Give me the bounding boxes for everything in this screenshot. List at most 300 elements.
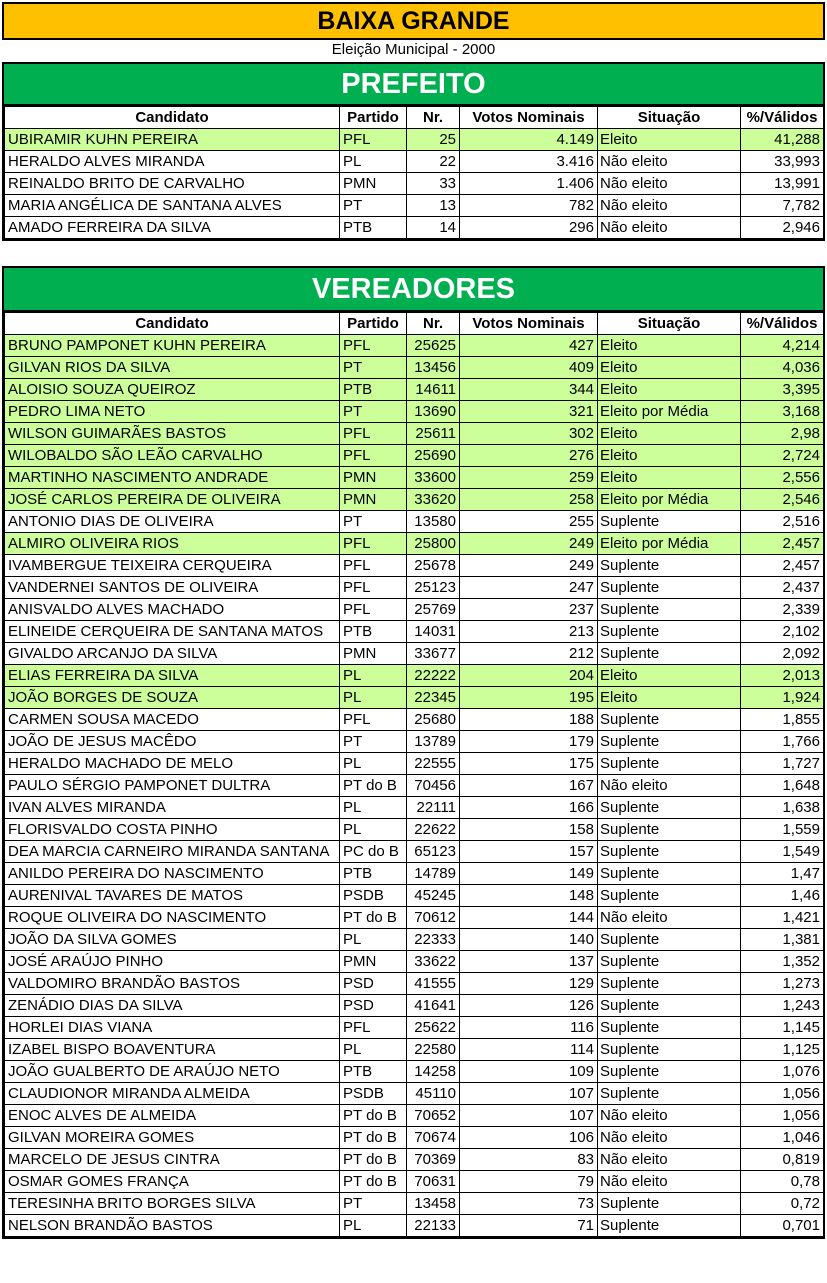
candidate-number: 14258 (407, 1061, 460, 1083)
status: Eleito por Média (598, 401, 741, 423)
status: Eleito (598, 335, 741, 357)
party: PSDB (340, 885, 407, 907)
table-row (5, 1105, 824, 1127)
table-row (5, 555, 824, 577)
party: PFL (340, 335, 407, 357)
votes: 3.416 (460, 151, 598, 173)
valid-pct: 2,339 (741, 599, 824, 621)
valid-pct: 2,457 (741, 533, 824, 555)
status: Não eleito (598, 195, 741, 217)
votes: 302 (460, 423, 598, 445)
candidate-number: 25611 (407, 423, 460, 445)
status: Suplente (598, 621, 741, 643)
table-row (5, 841, 824, 863)
vereadores-rows (5, 335, 824, 1237)
votes: 204 (460, 665, 598, 687)
candidate-number: 70612 (407, 907, 460, 929)
party: PT (340, 1193, 407, 1215)
table-row (5, 1127, 824, 1149)
candidate-name: PAULO SÉRGIO PAMPONET DULTRA (5, 775, 340, 797)
status: Suplente (598, 819, 741, 841)
prefeito-header: PREFEITO (4, 64, 823, 106)
party: PSD (340, 973, 407, 995)
votes: 249 (460, 555, 598, 577)
candidate-name: AMADO FERREIRA DA SILVA (5, 217, 340, 239)
table-row (5, 885, 824, 907)
table-header-row (5, 313, 824, 335)
candidate-number: 70631 (407, 1171, 460, 1193)
prefeito-table (4, 106, 824, 239)
table-row (5, 643, 824, 665)
party: PFL (340, 533, 407, 555)
vereadores-header: VEREADORES (4, 268, 823, 312)
status: Suplente (598, 511, 741, 533)
candidate-name: WILSON GUIMARÃES BASTOS (5, 423, 340, 445)
votes: 148 (460, 885, 598, 907)
valid-pct: 1,125 (741, 1039, 824, 1061)
candidate-number: 25680 (407, 709, 460, 731)
candidate-number: 13690 (407, 401, 460, 423)
candidate-number: 45110 (407, 1083, 460, 1105)
valid-pct: 2,092 (741, 643, 824, 665)
table-row (5, 973, 824, 995)
status: Suplente (598, 1083, 741, 1105)
candidate-number: 70456 (407, 775, 460, 797)
table-row (5, 357, 824, 379)
table-row (5, 129, 824, 151)
status: Suplente (598, 709, 741, 731)
party: PT do B (340, 1105, 407, 1127)
status: Não eleito (598, 907, 741, 929)
table-row (5, 379, 824, 401)
votes: 71 (460, 1215, 598, 1237)
col-header-votes: Votos Nominais (460, 313, 598, 335)
party: PTB (340, 863, 407, 885)
party: PT (340, 731, 407, 753)
table-row (5, 599, 824, 621)
candidate-name: REINALDO BRITO DE CARVALHO (5, 173, 340, 195)
table-row (5, 995, 824, 1017)
candidate-number: 70369 (407, 1149, 460, 1171)
table-row (5, 195, 824, 217)
table-row (5, 511, 824, 533)
status: Não eleito (598, 173, 741, 195)
candidate-number: 25 (407, 129, 460, 151)
status: Não eleito (598, 1127, 741, 1149)
candidate-name: ANTONIO DIAS DE OLIVEIRA (5, 511, 340, 533)
party: PC do B (340, 841, 407, 863)
table-row (5, 335, 824, 357)
table-row (5, 577, 824, 599)
status: Não eleito (598, 151, 741, 173)
table-row (5, 533, 824, 555)
votes: 276 (460, 445, 598, 467)
valid-pct: 2,457 (741, 555, 824, 577)
valid-pct: 1,243 (741, 995, 824, 1017)
status: Eleito (598, 357, 741, 379)
status: Suplente (598, 863, 741, 885)
party: PFL (340, 599, 407, 621)
candidate-number: 45245 (407, 885, 460, 907)
table-row (5, 489, 824, 511)
party: PFL (340, 129, 407, 151)
status: Suplente (598, 885, 741, 907)
status: Suplente (598, 929, 741, 951)
valid-pct: 1,47 (741, 863, 824, 885)
candidate-name: ALOISIO SOUZA QUEIROZ (5, 379, 340, 401)
table-row (5, 401, 824, 423)
table-row (5, 819, 824, 841)
candidate-number: 22580 (407, 1039, 460, 1061)
col-header-number: Nr. (407, 107, 460, 129)
status: Não eleito (598, 1149, 741, 1171)
votes: 409 (460, 357, 598, 379)
candidate-number: 70674 (407, 1127, 460, 1149)
candidate-number: 22222 (407, 665, 460, 687)
status: Suplente (598, 1039, 741, 1061)
table-row (5, 753, 824, 775)
party: PTB (340, 217, 407, 239)
votes: 321 (460, 401, 598, 423)
valid-pct: 1,056 (741, 1105, 824, 1127)
status: Suplente (598, 1017, 741, 1039)
table-row (5, 797, 824, 819)
votes: 179 (460, 731, 598, 753)
candidate-name: IZABEL BISPO BOAVENTURA (5, 1039, 340, 1061)
table-row (5, 731, 824, 753)
status: Suplente (598, 995, 741, 1017)
candidate-name: ALMIRO OLIVEIRA RIOS (5, 533, 340, 555)
col-header-number: Nr. (407, 313, 460, 335)
status: Eleito (598, 445, 741, 467)
status: Suplente (598, 731, 741, 753)
valid-pct: 1,273 (741, 973, 824, 995)
table-row (5, 467, 824, 489)
party: PL (340, 929, 407, 951)
valid-pct: 3,168 (741, 401, 824, 423)
table-row (5, 775, 824, 797)
table-row (5, 1171, 824, 1193)
votes: 107 (460, 1083, 598, 1105)
status: Suplente (598, 1193, 741, 1215)
candidate-name: ENOC ALVES DE ALMEIDA (5, 1105, 340, 1127)
candidate-name: HORLEI DIAS VIANA (5, 1017, 340, 1039)
candidate-name: MARCELO DE JESUS CINTRA (5, 1149, 340, 1171)
candidate-number: 25622 (407, 1017, 460, 1039)
valid-pct: 2,546 (741, 489, 824, 511)
valid-pct: 2,946 (741, 217, 824, 239)
candidate-number: 33677 (407, 643, 460, 665)
table-row (5, 1215, 824, 1237)
col-header-party: Partido (340, 313, 407, 335)
party: PTB (340, 379, 407, 401)
votes: 259 (460, 467, 598, 489)
valid-pct: 1,421 (741, 907, 824, 929)
candidate-number: 70652 (407, 1105, 460, 1127)
candidate-name: OSMAR GOMES FRANÇA (5, 1171, 340, 1193)
status: Suplente (598, 1215, 741, 1237)
party: PMN (340, 951, 407, 973)
candidate-number: 13580 (407, 511, 460, 533)
candidate-name: ANISVALDO ALVES MACHADO (5, 599, 340, 621)
votes: 83 (460, 1149, 598, 1171)
status: Suplente (598, 753, 741, 775)
votes: 175 (460, 753, 598, 775)
col-header-status: Situação (598, 107, 741, 129)
valid-pct: 1,076 (741, 1061, 824, 1083)
candidate-name: ELIAS FERREIRA DA SILVA (5, 665, 340, 687)
party: PFL (340, 423, 407, 445)
valid-pct: 3,395 (741, 379, 824, 401)
table-row (5, 907, 824, 929)
status: Não eleito (598, 217, 741, 239)
candidate-name: AURENIVAL TAVARES DE MATOS (5, 885, 340, 907)
candidate-number: 33622 (407, 951, 460, 973)
candidate-name: IVAMBERGUE TEIXEIRA CERQUEIRA (5, 555, 340, 577)
votes: 344 (460, 379, 598, 401)
status: Suplente (598, 555, 741, 577)
valid-pct: 1,046 (741, 1127, 824, 1149)
candidate-number: 22111 (407, 797, 460, 819)
candidate-name: GIVALDO ARCANJO DA SILVA (5, 643, 340, 665)
candidate-name: UBIRAMIR KUHN PEREIRA (5, 129, 340, 151)
candidate-name: PEDRO LIMA NETO (5, 401, 340, 423)
status: Suplente (598, 841, 741, 863)
valid-pct: 2,013 (741, 665, 824, 687)
candidate-number: 14611 (407, 379, 460, 401)
candidate-number: 14 (407, 217, 460, 239)
votes: 114 (460, 1039, 598, 1061)
valid-pct: 2,724 (741, 445, 824, 467)
table-row (5, 1083, 824, 1105)
candidate-number: 25123 (407, 577, 460, 599)
candidate-name: ELINEIDE CERQUEIRA DE SANTANA MATOS (5, 621, 340, 643)
vereadores-table (4, 312, 824, 1237)
table-row (5, 1149, 824, 1171)
table-row (5, 621, 824, 643)
valid-pct: 0,72 (741, 1193, 824, 1215)
candidate-name: MARTINHO NASCIMENTO ANDRADE (5, 467, 340, 489)
party: PT (340, 357, 407, 379)
col-header-candidate: Candidato (5, 107, 340, 129)
candidate-number: 14789 (407, 863, 460, 885)
valid-pct: 2,102 (741, 621, 824, 643)
party: PFL (340, 1017, 407, 1039)
party: PMN (340, 489, 407, 511)
col-header-party: Partido (340, 107, 407, 129)
status: Eleito (598, 379, 741, 401)
col-header-status: Situação (598, 313, 741, 335)
votes: 126 (460, 995, 598, 1017)
party: PMN (340, 467, 407, 489)
candidate-number: 25690 (407, 445, 460, 467)
col-header-candidate: Candidato (5, 313, 340, 335)
status: Eleito (598, 687, 741, 709)
table-row (5, 1061, 824, 1083)
candidate-name: CLAUDIONOR MIRANDA ALMEIDA (5, 1083, 340, 1105)
election-subtitle: Eleição Municipal - 2000 (331, 41, 496, 58)
candidate-number: 33 (407, 173, 460, 195)
party: PL (340, 151, 407, 173)
table-header-row (5, 107, 824, 129)
votes: 73 (460, 1193, 598, 1215)
candidate-number: 25678 (407, 555, 460, 577)
valid-pct: 2,556 (741, 467, 824, 489)
col-header-votes: Votos Nominais (460, 107, 598, 129)
votes: 149 (460, 863, 598, 885)
candidate-number: 65123 (407, 841, 460, 863)
party: PFL (340, 445, 407, 467)
valid-pct: 1,924 (741, 687, 824, 709)
candidate-name: ANILDO PEREIRA DO NASCIMENTO (5, 863, 340, 885)
votes: 158 (460, 819, 598, 841)
candidate-name: IVAN ALVES MIRANDA (5, 797, 340, 819)
status: Suplente (598, 577, 741, 599)
candidate-name: JOÃO DA SILVA GOMES (5, 929, 340, 951)
table-row (5, 709, 824, 731)
candidate-number: 22345 (407, 687, 460, 709)
col-header-pct: %/Válidos (741, 107, 824, 129)
status: Suplente (598, 643, 741, 665)
candidate-name: JOÃO GUALBERTO DE ARAÚJO NETO (5, 1061, 340, 1083)
party: PT do B (340, 775, 407, 797)
valid-pct: 1,638 (741, 797, 824, 819)
valid-pct: 1,855 (741, 709, 824, 731)
valid-pct: 2,437 (741, 577, 824, 599)
candidate-number: 22 (407, 151, 460, 173)
candidate-number: 41641 (407, 995, 460, 1017)
party: PFL (340, 709, 407, 731)
votes: 213 (460, 621, 598, 643)
valid-pct: 41,288 (741, 129, 824, 151)
status: Suplente (598, 951, 741, 973)
valid-pct: 4,214 (741, 335, 824, 357)
candidate-number: 13456 (407, 357, 460, 379)
table-row (5, 1193, 824, 1215)
votes: 212 (460, 643, 598, 665)
party: PL (340, 665, 407, 687)
status: Suplente (598, 973, 741, 995)
status: Eleito por Média (598, 533, 741, 555)
votes: 79 (460, 1171, 598, 1193)
status: Não eleito (598, 1171, 741, 1193)
valid-pct: 1,381 (741, 929, 824, 951)
valid-pct: 1,648 (741, 775, 824, 797)
party: PMN (340, 173, 407, 195)
candidate-name: ZENÁDIO DIAS DA SILVA (5, 995, 340, 1017)
votes: 427 (460, 335, 598, 357)
votes: 4.149 (460, 129, 598, 151)
votes: 109 (460, 1061, 598, 1083)
candidate-number: 14031 (407, 621, 460, 643)
votes: 107 (460, 1105, 598, 1127)
valid-pct: 13,991 (741, 173, 824, 195)
valid-pct: 1,056 (741, 1083, 824, 1105)
candidate-number: 22133 (407, 1215, 460, 1237)
table-row (5, 173, 824, 195)
candidate-number: 25625 (407, 335, 460, 357)
votes: 144 (460, 907, 598, 929)
city-title: BAIXA GRANDE (2, 2, 825, 40)
valid-pct: 2,516 (741, 511, 824, 533)
table-row (5, 445, 824, 467)
party: PSDB (340, 1083, 407, 1105)
candidate-name: NELSON BRANDÃO BASTOS (5, 1215, 340, 1237)
valid-pct: 4,036 (741, 357, 824, 379)
candidate-number: 22622 (407, 819, 460, 841)
candidate-number: 13 (407, 195, 460, 217)
candidate-name: JOÃO BORGES DE SOUZA (5, 687, 340, 709)
party: PL (340, 753, 407, 775)
votes: 167 (460, 775, 598, 797)
party: PT do B (340, 907, 407, 929)
status: Suplente (598, 1061, 741, 1083)
col-header-pct: %/Válidos (741, 313, 824, 335)
party: PT (340, 195, 407, 217)
votes: 116 (460, 1017, 598, 1039)
votes: 137 (460, 951, 598, 973)
status: Eleito (598, 467, 741, 489)
candidate-name: TERESINHA BRITO BORGES SILVA (5, 1193, 340, 1215)
table-row (5, 1039, 824, 1061)
valid-pct: 33,993 (741, 151, 824, 173)
party: PT (340, 511, 407, 533)
candidate-name: ROQUE OLIVEIRA DO NASCIMENTO (5, 907, 340, 929)
valid-pct: 0,701 (741, 1215, 824, 1237)
candidate-name: JOSÉ ARAÚJO PINHO (5, 951, 340, 973)
status: Não eleito (598, 1105, 741, 1127)
votes: 129 (460, 973, 598, 995)
prefeito-rows (5, 129, 824, 239)
candidate-name: MARIA ANGÉLICA DE SANTANA ALVES (5, 195, 340, 217)
candidate-name: HERALDO ALVES MIRANDA (5, 151, 340, 173)
party: PT do B (340, 1171, 407, 1193)
table-row (5, 863, 824, 885)
candidate-name: JOÃO DE JESUS MACÊDO (5, 731, 340, 753)
valid-pct: 2,98 (741, 423, 824, 445)
table-row (5, 423, 824, 445)
candidate-name: BRUNO PAMPONET KUHN PEREIRA (5, 335, 340, 357)
party: PL (340, 1215, 407, 1237)
party: PFL (340, 577, 407, 599)
candidate-number: 25769 (407, 599, 460, 621)
votes: 106 (460, 1127, 598, 1149)
votes: 157 (460, 841, 598, 863)
valid-pct: 1,145 (741, 1017, 824, 1039)
votes: 255 (460, 511, 598, 533)
valid-pct: 1,549 (741, 841, 824, 863)
valid-pct: 7,782 (741, 195, 824, 217)
candidate-name: CARMEN SOUSA MACEDO (5, 709, 340, 731)
votes: 258 (460, 489, 598, 511)
candidate-number: 13789 (407, 731, 460, 753)
votes: 237 (460, 599, 598, 621)
table-row (5, 665, 824, 687)
status: Suplente (598, 797, 741, 819)
party: PL (340, 1039, 407, 1061)
candidate-name: HERALDO MACHADO DE MELO (5, 753, 340, 775)
votes: 1.406 (460, 173, 598, 195)
candidate-number: 22333 (407, 929, 460, 951)
party: PTB (340, 621, 407, 643)
candidate-name: FLORISVALDO COSTA PINHO (5, 819, 340, 841)
votes: 188 (460, 709, 598, 731)
candidate-name: GILVAN RIOS DA SILVA (5, 357, 340, 379)
votes: 195 (460, 687, 598, 709)
votes: 140 (460, 929, 598, 951)
candidate-name: DEA MARCIA CARNEIRO MIRANDA SANTANA (5, 841, 340, 863)
candidate-number: 22555 (407, 753, 460, 775)
